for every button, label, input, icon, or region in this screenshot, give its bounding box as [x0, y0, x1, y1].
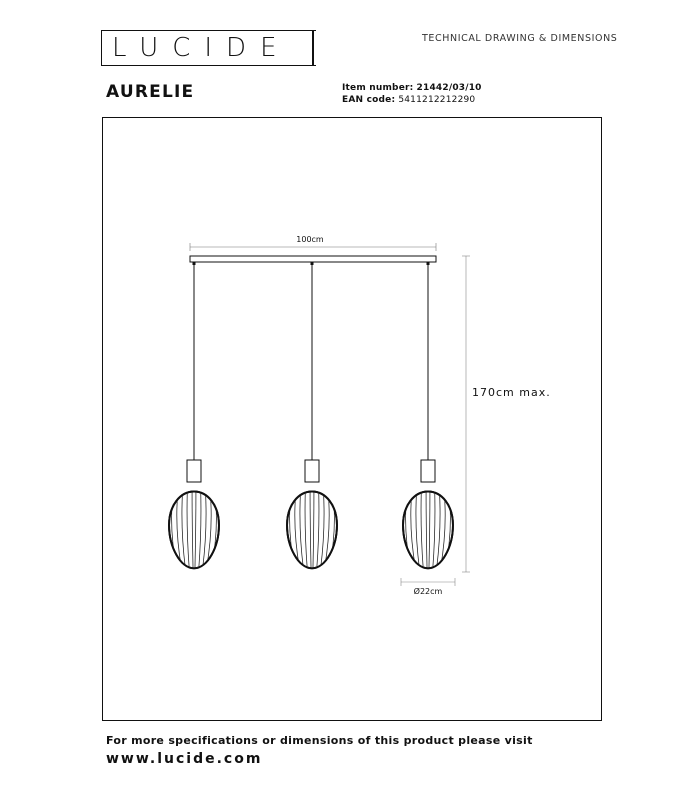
footer-note: For more specifications or dimensions of this product please visit	[106, 734, 533, 747]
ean-code-value: 5411212212290	[398, 95, 476, 105]
document-title: TECHNICAL DRAWING & DIMENSIONS	[422, 33, 618, 44]
height-label: 170cm max.	[472, 386, 551, 399]
product-name: AURELIE	[106, 82, 195, 102]
ean-code-label: EAN code:	[342, 95, 396, 105]
width-label: 100cm	[296, 235, 324, 244]
pendant-left	[169, 262, 219, 568]
brand-logo: LUCIDE	[112, 33, 291, 63]
pendant-middle	[287, 262, 337, 568]
diameter-label: Ø22cm	[413, 587, 443, 596]
ceiling-bar	[190, 256, 436, 262]
item-number-value: 21442/03/10	[416, 83, 482, 93]
footer-url[interactable]: www.lucide.com	[106, 751, 263, 767]
item-number-label: Item number:	[342, 83, 414, 93]
pendant-right	[403, 262, 453, 568]
